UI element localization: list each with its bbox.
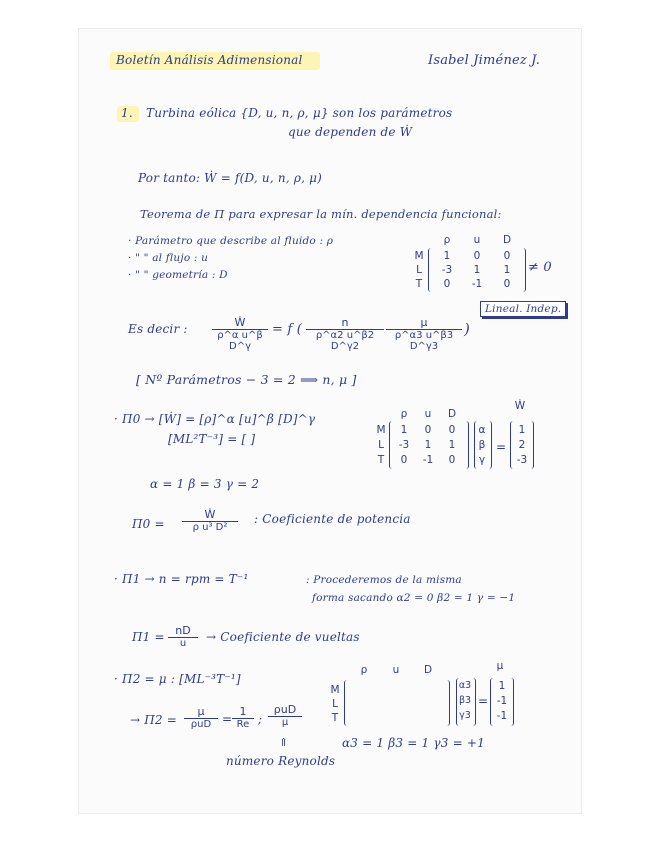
n-params-line: [ Nº Parámetros − 3 = 2 ⟹ n, μ ] xyxy=(136,372,357,387)
dim-cell: 1 xyxy=(443,250,451,262)
pi2-frac-3 xyxy=(268,703,302,728)
lhs-fraction xyxy=(212,316,268,352)
pi2-rhs xyxy=(492,680,512,725)
pi2-frac1-den: ρuD xyxy=(190,719,212,730)
pi0-rhs xyxy=(512,424,532,469)
pi2-matrix-brackets xyxy=(344,680,450,726)
pi2-beta3: β3 xyxy=(458,695,472,706)
es-decir-close: ) xyxy=(464,320,471,338)
pi2-row-m: M xyxy=(330,684,340,696)
param-geometry: · " " geometría : D xyxy=(128,269,228,281)
pi2-line-2-eq: = xyxy=(222,712,233,726)
pi1-desc-2: forma sacando α2 = 0 β2 = 1 γ = −1 xyxy=(312,592,516,604)
pi2-rhs-mu: μ xyxy=(496,660,504,672)
pi0-beta: β xyxy=(478,439,486,451)
pi0-cell: 1 xyxy=(448,439,456,451)
pi2-frac3-num: ρuD xyxy=(268,703,302,717)
param-flow: · " " al flujo : u xyxy=(128,252,209,264)
pi2-matrix-row-labels xyxy=(328,684,342,726)
es-decir-label: Es decir : xyxy=(128,322,188,336)
dim-col-rho: ρ xyxy=(443,234,451,246)
f2-num: μ xyxy=(386,316,462,330)
pi0-gamma: γ xyxy=(478,454,486,466)
pi0-line-1: · Π0 → [Ẇ] = [ρ]^α [u]^β [D]^γ xyxy=(114,412,316,426)
dim-cell: -1 xyxy=(471,278,483,290)
f1-den: ρ^α2 u^β2 D^γ2 xyxy=(315,330,375,352)
pi2-unknowns xyxy=(458,680,472,725)
dim-cell: 0 xyxy=(503,278,511,290)
pi1-result-den: u xyxy=(179,638,187,649)
reynolds-arrow: ⇑ xyxy=(279,736,289,749)
dim-matrix-body xyxy=(432,250,522,292)
pi0-matrix-col-headers xyxy=(392,408,464,420)
pi0-matrix-row-labels xyxy=(374,424,388,469)
pi0-result-num: Ẇ xyxy=(182,508,238,522)
dim-cell: 1 xyxy=(473,264,481,276)
dim-row-l: L xyxy=(416,264,422,276)
dim-cell: 1 xyxy=(503,264,511,276)
pi2-line-2-prefix: → Π2 = xyxy=(130,713,178,727)
es-decir-eq: = f ( xyxy=(272,322,303,337)
f1-fraction xyxy=(306,316,384,352)
pi1-result-fraction xyxy=(168,624,198,649)
pi1-result-num: nD xyxy=(168,624,198,638)
pi2-frac-1 xyxy=(184,705,218,730)
lhs-num: Ẇ xyxy=(212,316,268,330)
pi2-rhs-cell: 1 xyxy=(498,680,506,692)
pi0-rhs-cell: 2 xyxy=(518,439,526,451)
function-line: Por tanto: Ẇ = f(D, u, n, ρ, μ) xyxy=(138,171,323,185)
pi2-gamma3: γ3 xyxy=(459,710,471,721)
pi1-result-desc: → Coeficiente de vueltas xyxy=(206,630,360,644)
pi2-equals: = xyxy=(478,694,489,708)
pi0-cell: -3 xyxy=(398,439,410,451)
pi2-matrix-col-headers xyxy=(348,664,444,676)
pi0-unknowns xyxy=(476,424,488,469)
pi0-col-rho: ρ xyxy=(400,408,408,420)
pi2-solution: α3 = 1 β3 = 1 γ3 = +1 xyxy=(342,736,485,750)
pi0-col-u: u xyxy=(424,408,432,420)
param-fluid: · Parámetro que describe al fluido : ρ xyxy=(128,235,334,247)
reynolds-name: número Reynolds xyxy=(226,754,336,768)
pi2-frac-2 xyxy=(232,705,254,730)
pi2-frac1-num: μ xyxy=(184,705,218,719)
pi0-cell: 1 xyxy=(400,424,408,436)
pi0-rhs-w: Ẇ xyxy=(514,400,526,412)
pi2-line-1: · Π2 = μ : [ML⁻³T⁻¹] xyxy=(114,672,241,686)
dim-matrix-col-headers xyxy=(432,234,522,246)
pi2-frac2-den: Re xyxy=(236,719,250,730)
pi0-cell: 0 xyxy=(400,454,408,466)
problem-line-1: Turbina eólica {D, u, n, ρ, μ} son los parámetros xyxy=(146,106,453,120)
pi2-col-d: D xyxy=(423,664,433,676)
f2-fraction xyxy=(386,316,462,352)
pi2-rhs-cell: -1 xyxy=(496,710,508,722)
pi0-row-l: L xyxy=(378,439,384,451)
pi0-cell: 0 xyxy=(448,424,456,436)
pi2-frac3-den: μ xyxy=(281,717,289,728)
pi2-row-t: T xyxy=(331,712,339,724)
pi1-desc-1: : Procederemos de la misma xyxy=(306,574,462,586)
determinant-nonzero: ≠ 0 xyxy=(528,260,552,275)
pi0-rhs-cell: 1 xyxy=(518,424,526,436)
pi2-rhs-header xyxy=(488,660,512,672)
author-name: Isabel Jiménez J. xyxy=(428,53,541,68)
pi0-cell: 0 xyxy=(424,424,432,436)
pi0-result-den: ρ u³ D² xyxy=(192,522,228,533)
dim-cell: 0 xyxy=(443,278,451,290)
dim-col-u: u xyxy=(473,234,481,246)
pi2-rhs-cell: -1 xyxy=(496,695,508,707)
dim-matrix-row-labels xyxy=(412,250,426,292)
pi0-col-d: D xyxy=(447,408,457,420)
linear-independent-tag: Lineal. Indep. xyxy=(480,301,566,317)
problem-number: 1. xyxy=(121,106,133,120)
pi2-frac2-num: 1 xyxy=(232,705,254,719)
dim-cell: -3 xyxy=(441,264,453,276)
dim-col-d: D xyxy=(502,234,512,246)
pi0-cell: 1 xyxy=(424,439,432,451)
dim-row-t: T xyxy=(415,278,423,290)
document-title: Boletín Análisis Adimensional xyxy=(116,53,303,67)
pi2-alpha3: α3 xyxy=(458,680,472,691)
pi0-row-m: M xyxy=(376,424,386,436)
pi0-line-2: [ML²T⁻³] = [ ] xyxy=(168,432,256,446)
problem-line-2: que dependen de Ẇ xyxy=(288,125,413,139)
pi0-row-t: T xyxy=(377,454,385,466)
pi0-solution: α = 1 β = 3 γ = 2 xyxy=(150,477,260,491)
pi2-col-rho: ρ xyxy=(360,664,368,676)
dim-cell: 0 xyxy=(473,250,481,262)
pi1-result-label: Π1 = xyxy=(132,630,165,644)
dim-row-m: M xyxy=(414,250,424,262)
f2-den: ρ^α3 u^β3 D^γ3 xyxy=(394,330,454,352)
pi0-result-label: Π0 = xyxy=(132,517,165,531)
pi2-line-2-sep: ; xyxy=(258,712,263,726)
lhs-den: ρ^α u^β D^γ xyxy=(217,330,263,352)
pi0-cell: 0 xyxy=(448,454,456,466)
pi2-col-u: u xyxy=(392,664,400,676)
theorem-line: Teorema de Π para expresar la mín. dependencia funcional: xyxy=(140,207,502,221)
pi1-line-1: · Π1 → n = rpm = T⁻¹ xyxy=(114,572,249,586)
pi0-result-desc: : Coeficiente de potencia xyxy=(254,512,411,526)
pi0-rhs-header xyxy=(508,400,532,412)
pi0-rhs-cell: -3 xyxy=(516,454,528,466)
pi0-cell: -1 xyxy=(422,454,434,466)
pi0-equals: = xyxy=(496,440,507,454)
pi2-row-l: L xyxy=(332,698,338,710)
pi0-matrix-body xyxy=(392,424,464,469)
f1-num: n xyxy=(306,316,384,330)
pi0-result-fraction xyxy=(182,508,238,533)
dim-cell: 0 xyxy=(503,250,511,262)
pi0-alpha: α xyxy=(478,424,486,436)
